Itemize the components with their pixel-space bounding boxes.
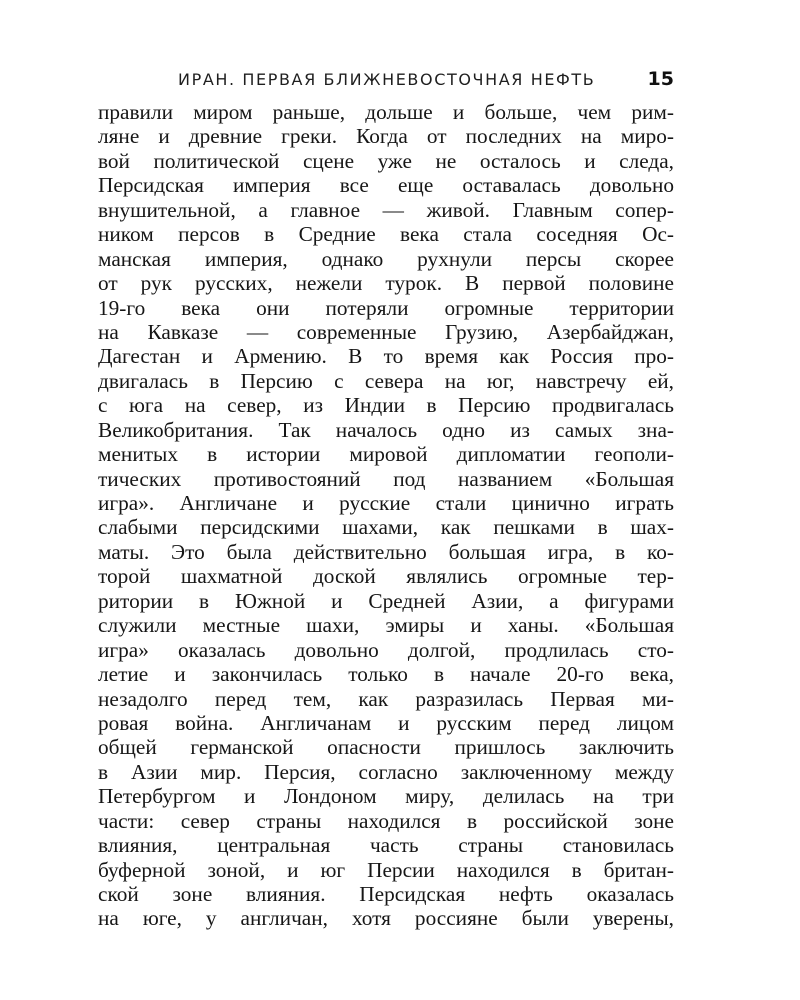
text-line: Дагестан и Армению. В то время как Россия про-: [98, 344, 674, 369]
text-line: ритории в Южной и Средней Азии, а фигурами: [98, 588, 674, 613]
text-line: менитых в истории мировой дипломатии геополи-: [98, 442, 674, 467]
body-text: [98, 100, 674, 931]
text-line: Великобритания. Так началось одно из самых зна-: [98, 417, 674, 442]
text-line: ляне и древние греки. Когда от последних на миро-: [98, 124, 674, 149]
text-line: 19-го века они потеряли огромные территории: [98, 295, 674, 320]
text-line: слабыми персидскими шахами, как пешками в шах-: [98, 515, 674, 540]
text-line: манская империя, однако рухнули персы скорее: [98, 246, 674, 271]
text-line: торой шахматной доской являлись огромные тер-: [98, 564, 674, 589]
text-line: буферной зоной, и юг Персии находился в британ-: [98, 857, 674, 882]
text-line: части: север страны находился в российской зоне: [98, 808, 674, 833]
text-line: летие и закончилась только в начале 20-го века,: [98, 662, 674, 687]
text-line: вой политической сцене уже не осталось и следа,: [98, 148, 674, 173]
text-line: игра». Англичане и русские стали цинично играть: [98, 491, 674, 515]
text-line: на Кавказе — современные Грузию, Азербайджан,: [98, 319, 674, 344]
text-line: правили миром раньше, дольше и больше, чем рим-: [98, 100, 674, 124]
text-line: от рук русских, нежели турок. В первой половине: [98, 271, 674, 296]
text-line: Петербургом и Лондоном миру, делилась на три: [98, 784, 674, 809]
text-line: в Азии мир. Персия, согласно заключенному между: [98, 759, 674, 784]
running-header-title: ИРАН. ПЕРВАЯ БЛИЖНЕВОСТОЧНАЯ НЕФТЬ: [178, 70, 596, 89]
text-line: влияния, центральная часть страны становилась: [98, 833, 674, 858]
text-line: на юге, у англичан, хотя россияне были уверены,: [98, 906, 674, 931]
text-line: с юга на север, из Индии в Персию продвигалась: [98, 393, 674, 418]
text-line: Персидская империя все еще оставалась довольно: [98, 173, 674, 198]
running-header: [178, 68, 674, 94]
text-line: ником персов в Средние века стала соседняя Ос-: [98, 222, 674, 247]
text-line: общей германской опасности пришлось заключить: [98, 735, 674, 760]
text-line: ровая война. Англичанам и русским перед лицом: [98, 710, 674, 735]
page-number: 15: [647, 68, 674, 90]
text-line: ской зоне влияния. Персидская нефть оказалась: [98, 882, 674, 906]
text-line: двигалась в Персию с севера на юг, навстречу ей,: [98, 368, 674, 393]
text-line: служили местные шахи, эмиры и ханы. «Большая: [98, 613, 674, 638]
text-line: маты. Это была действительно большая игра, в ко-: [98, 539, 674, 564]
text-line: игра» оказалась довольно долгой, продлилась сто-: [98, 637, 674, 662]
text-line: незадолго перед тем, как разразилась Первая ми-: [98, 686, 674, 711]
text-line: внушительной, а главное — живой. Главным сопер-: [98, 197, 674, 222]
text-line: тических противостояний под названием «Большая: [98, 466, 674, 491]
